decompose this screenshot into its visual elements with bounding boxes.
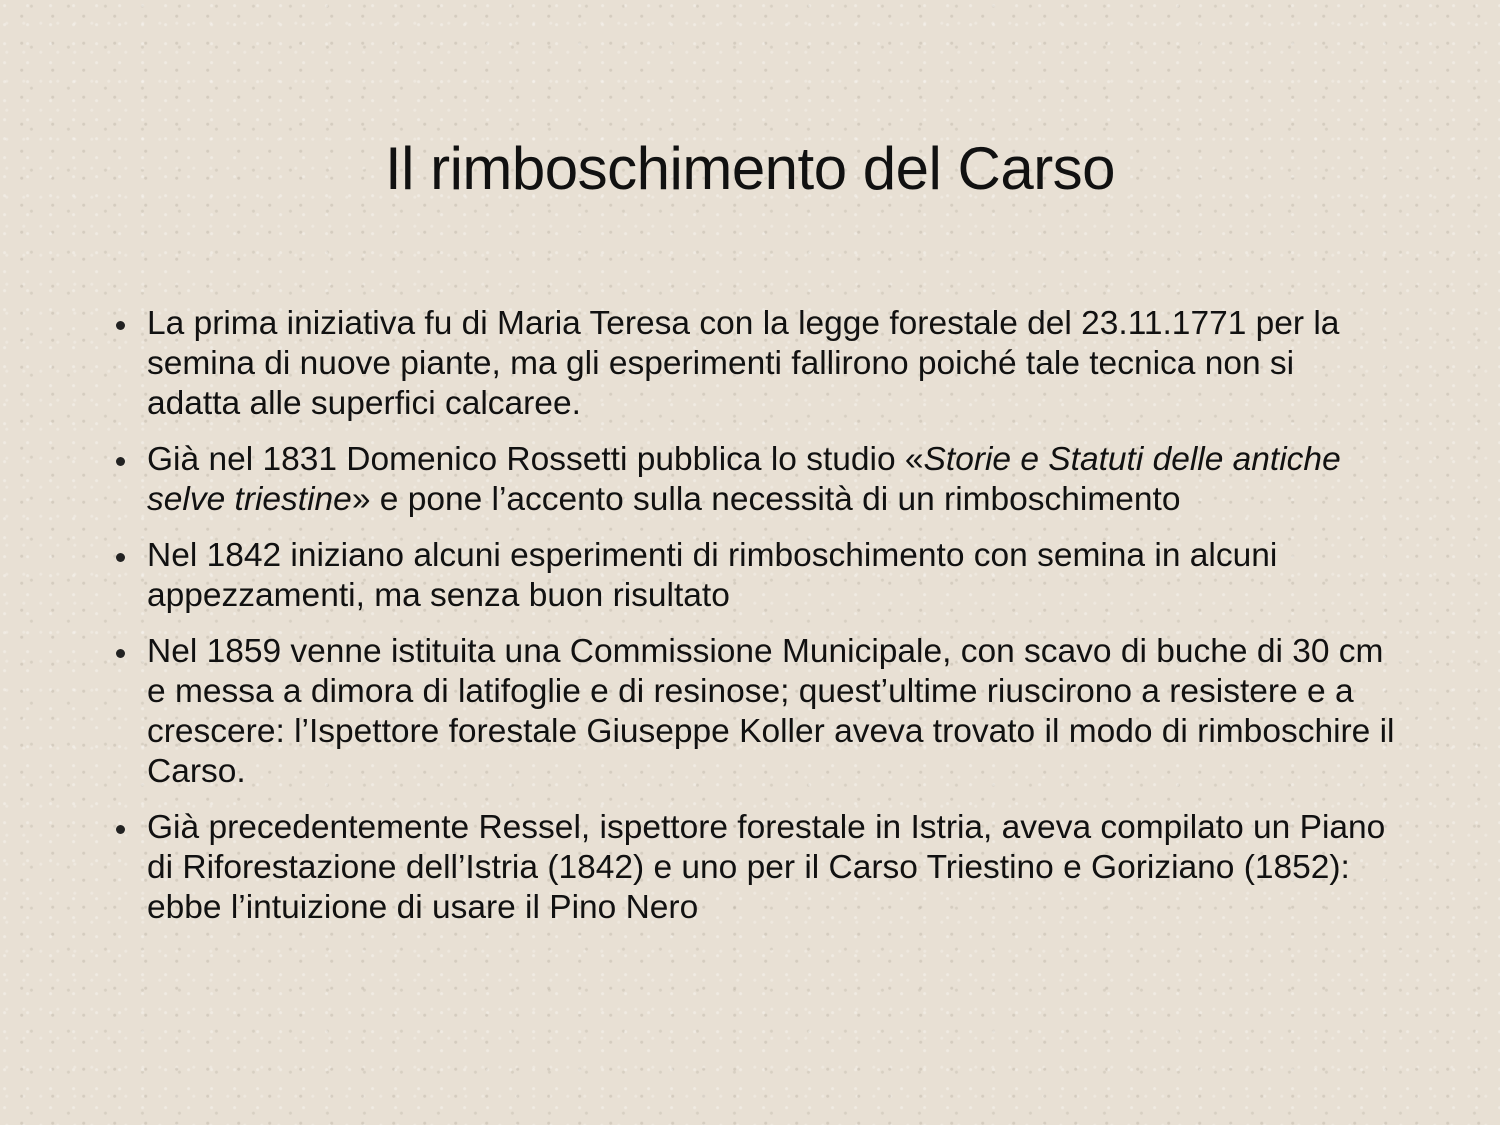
bullet-item [110, 304, 1395, 424]
bullet-item [110, 632, 1395, 792]
bullet-text: Nel 1859 venne istituita una Commissione Municipale, con scavo di buche di 30 cm e messa a dimora di latifoglie e di resinose; quest’ultime riuscirono a resistere e a crescere: l’Ispettore forestale Giuseppe Koller aveva trovato il modo di rimboschire il Carso. [147, 633, 1395, 790]
bullet-dot-icon [116, 649, 125, 658]
bullet-text-before: Già nel 1831 Domenico Rossetti pubblica lo studio « [147, 441, 924, 478]
bullet-list [110, 304, 1395, 944]
bullet-text: Già precedentemente Ressel, ispettore forestale in Istria, aveva compilato un Piano di Riforestazione dell’Istria (1842) e uno per il Carso Triestino e Goriziano (1852): ebbe l’intuizione di usare il Pino Nero [147, 809, 1386, 926]
bullet-dot-icon [116, 825, 125, 834]
bullet-dot-icon [116, 553, 125, 562]
bullet-dot-icon [116, 321, 125, 330]
book-title: Storie e Statuti delle antiche selve triestine [147, 441, 1341, 518]
bullet-text-after: » e pone l’accento sulla necessità di un rimboschimento [351, 481, 1181, 518]
bullet-text: La prima iniziativa fu di Maria Teresa con la legge forestale del 23.11.1771 per la semina di nuove piante, ma gli esperimenti fallirono poiché tale tecnica non si adatta alle superfici calcaree. [147, 305, 1340, 422]
bullet-item [110, 808, 1395, 928]
bullet-dot-icon [116, 457, 125, 466]
bullet-item [110, 440, 1395, 520]
bullet-text: Nel 1842 iniziano alcuni esperimenti di rimboschimento con semina in alcuni appezzamenti, ma senza buon risultato [147, 537, 1278, 614]
slide-title: Il rimboschimento del Carso [384, 135, 1116, 202]
bullet-item [110, 536, 1395, 616]
